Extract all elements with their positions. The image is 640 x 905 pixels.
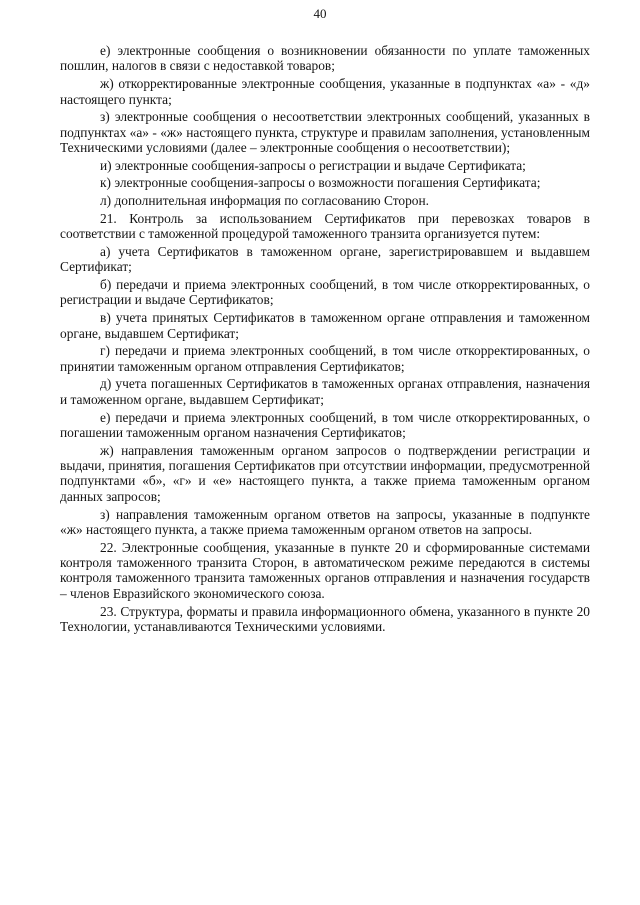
paragraph-21v: в) учета принятых Сертификатов в таможенном органе отправления и таможенном органе, выдавшем Сертификат;	[60, 310, 590, 341]
paragraph-z-inconsistency-messages: з) электронные сообщения о несоответствии электронных сообщений, указанных в подпунктах «а» - «ж» настоящего пункта, структуре и правилам заполнения, установленным Техническими условиями (далее – электронные сообщения о несоответствии);	[60, 109, 590, 156]
paragraph-21g: г) передачи и приема электронных сообщений, в том числе откорректированных, о принятии таможенным органом отправления Сертификатов;	[60, 343, 590, 374]
paragraph-23: 23. Структура, форматы и правила информационного обмена, указанного в пункте 20 Технологии, устанавливаются Техническими условиями.	[60, 603, 590, 634]
paragraph-21-control: 21. Контроль за использованием Сертификатов при перевозках товаров в соответствии с таможенной процедурой таможенного транзита организуется путем:	[60, 210, 590, 242]
paragraph-l-additional-info: л) дополнительная информация по согласованию Сторон.	[100, 193, 429, 209]
paragraph-k-redemption-requests: к) электронные сообщения-запросы о возможности погашения Сертификата;	[100, 175, 541, 191]
paragraph-21d: д) учета погашенных Сертификатов в таможенных органах отправления, назначения и таможенном органе, выдавшем Сертификат;	[60, 376, 590, 407]
paragraph-22: 22. Электронные сообщения, указанные в пункте 20 и сформированные системами контроля таможенного транзита Сторон, в автоматическом режиме передаются в системы контроля таможенного транзита таможенных органов отправления и назначения государств – членов Евразийского экономического союза.	[60, 539, 590, 601]
paragraph-21z: з) направления таможенным органом ответов на запросы, указанные в подпункте «ж» настоящего пункта, а также приема таможенным органом ответов на запросы.	[60, 506, 590, 537]
paragraph-i-registration-requests: и) электронные сообщения-запросы о регистрации и выдаче Сертификата;	[100, 157, 526, 173]
paragraph-e-debt-notice: е) электронные сообщения о возникновении обязанности по уплате таможенных пошлин, налогов в связи с недоставкой товаров;	[60, 43, 590, 74]
paragraph-21zh: ж) направления таможенным органом запросов о подтверждении регистрации и выдачи, принятия, погашения Сертификатов при отсутствии информации, предусмотренной подпунктами «б», «г» и «е» настоящего пункта, а также приема таможенным органом данных запросов;	[60, 442, 590, 504]
paragraph-21e: е) передачи и приема электронных сообщений, в том числе откорректированных, о погашении таможенным органом назначения Сертификатов;	[60, 409, 590, 440]
paragraph-21a: а) учета Сертификатов в таможенном органе, зарегистрировавшем и выдавшем Сертификат;	[60, 243, 590, 275]
paragraph-21b: б) передачи и приема электронных сообщений, в том числе откорректированных, о регистрации и выдаче Сертификатов;	[60, 277, 590, 308]
page-number: 40	[313, 6, 327, 21]
paragraph-zh-corrected-messages: ж) откорректированные электронные сообщения, указанные в подпунктах «а» - «д» настоящего пункта;	[60, 76, 590, 107]
document-body	[60, 43, 590, 637]
